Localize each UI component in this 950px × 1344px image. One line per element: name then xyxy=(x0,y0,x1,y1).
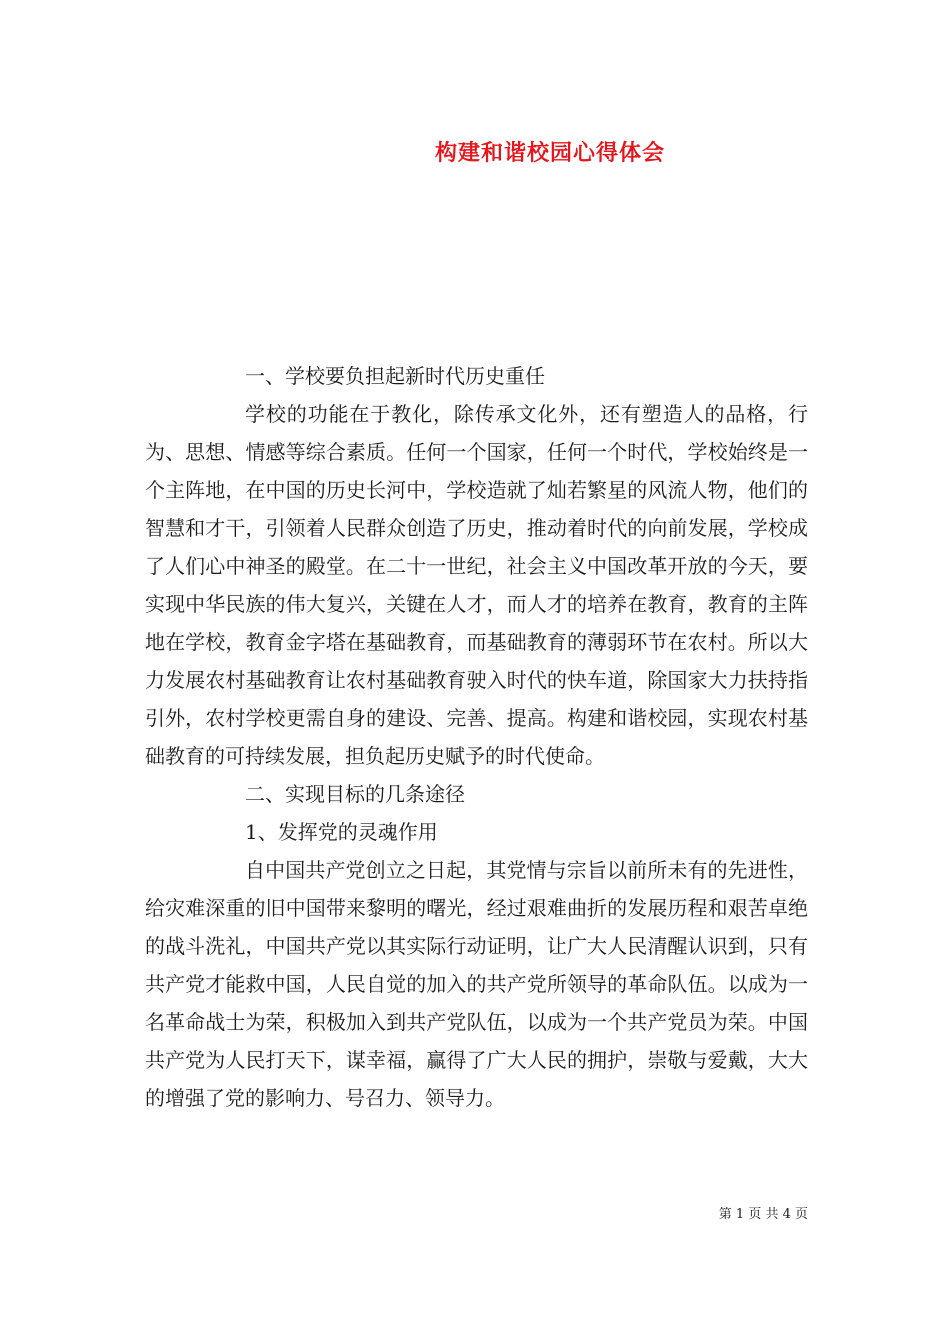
page-number-footer: 第 1 页 共 4 页 xyxy=(718,1207,808,1222)
section-heading-1: 一、学校要负担起新时代历史重任 xyxy=(245,364,545,388)
document-title: 构建和谐校园心得体会 xyxy=(434,140,665,166)
paragraph-1: 学校的功能在于教化，除传承文化外，还有塑造人的品格，行为、思想、情感等综合素质。任何一个国家，任何一个时代，学校始终是一个主阵地，在中国的历史长河中，学校造就了灿若繁星的风流人物，他们的智慧和才干，引领着人民群众创造了历史，推动着时代的向前发展，学校成了人们心中神圣的殿堂。在二十一世纪，社会主义中国改革开放的今天，要实现中华民族的伟大复兴，关键在人才，而人才的培养在教育，教育的主阵地在学校，教育金字塔在基础教育，而基础教育的薄弱环节在农村。所以大力发展农村基础教育让农村基础教育驶入时代的快车道，除国家大力扶持指引外，农村学校更需自身的建设、完善、提高。构建和谐校园，实现农村基础教育的可持续发展，担负起历史赋予的时代使命。 xyxy=(145,402,808,768)
paragraph-2: 自中国共产党创立之日起，其党情与宗旨以前所未有的先进性，给灾难深重的旧中国带来黎明的曙光，经过艰难曲折的发展历程和艰苦卓绝的战斗洗礼，中国共产党以其实际行动证明，让广大人民清醒认识到，只有共产党才能救中国，人民自觉的加入的共产党所领导的革命队伍。以成为一名革命战士为荣，积极加入到共产党队伍，以成为一个共产党员为荣。中国共产党为人民打天下，谋幸福，赢得了广大人民的拥护，崇敬与爱戴，大大的增强了党的影响力、号召力、领导力。 xyxy=(145,858,808,1110)
section-heading-2: 二、实现目标的几条途径 xyxy=(245,782,465,806)
subsection-heading-1: 1、发挥党的灵魂作用 xyxy=(245,820,438,844)
document-body xyxy=(145,357,808,1117)
